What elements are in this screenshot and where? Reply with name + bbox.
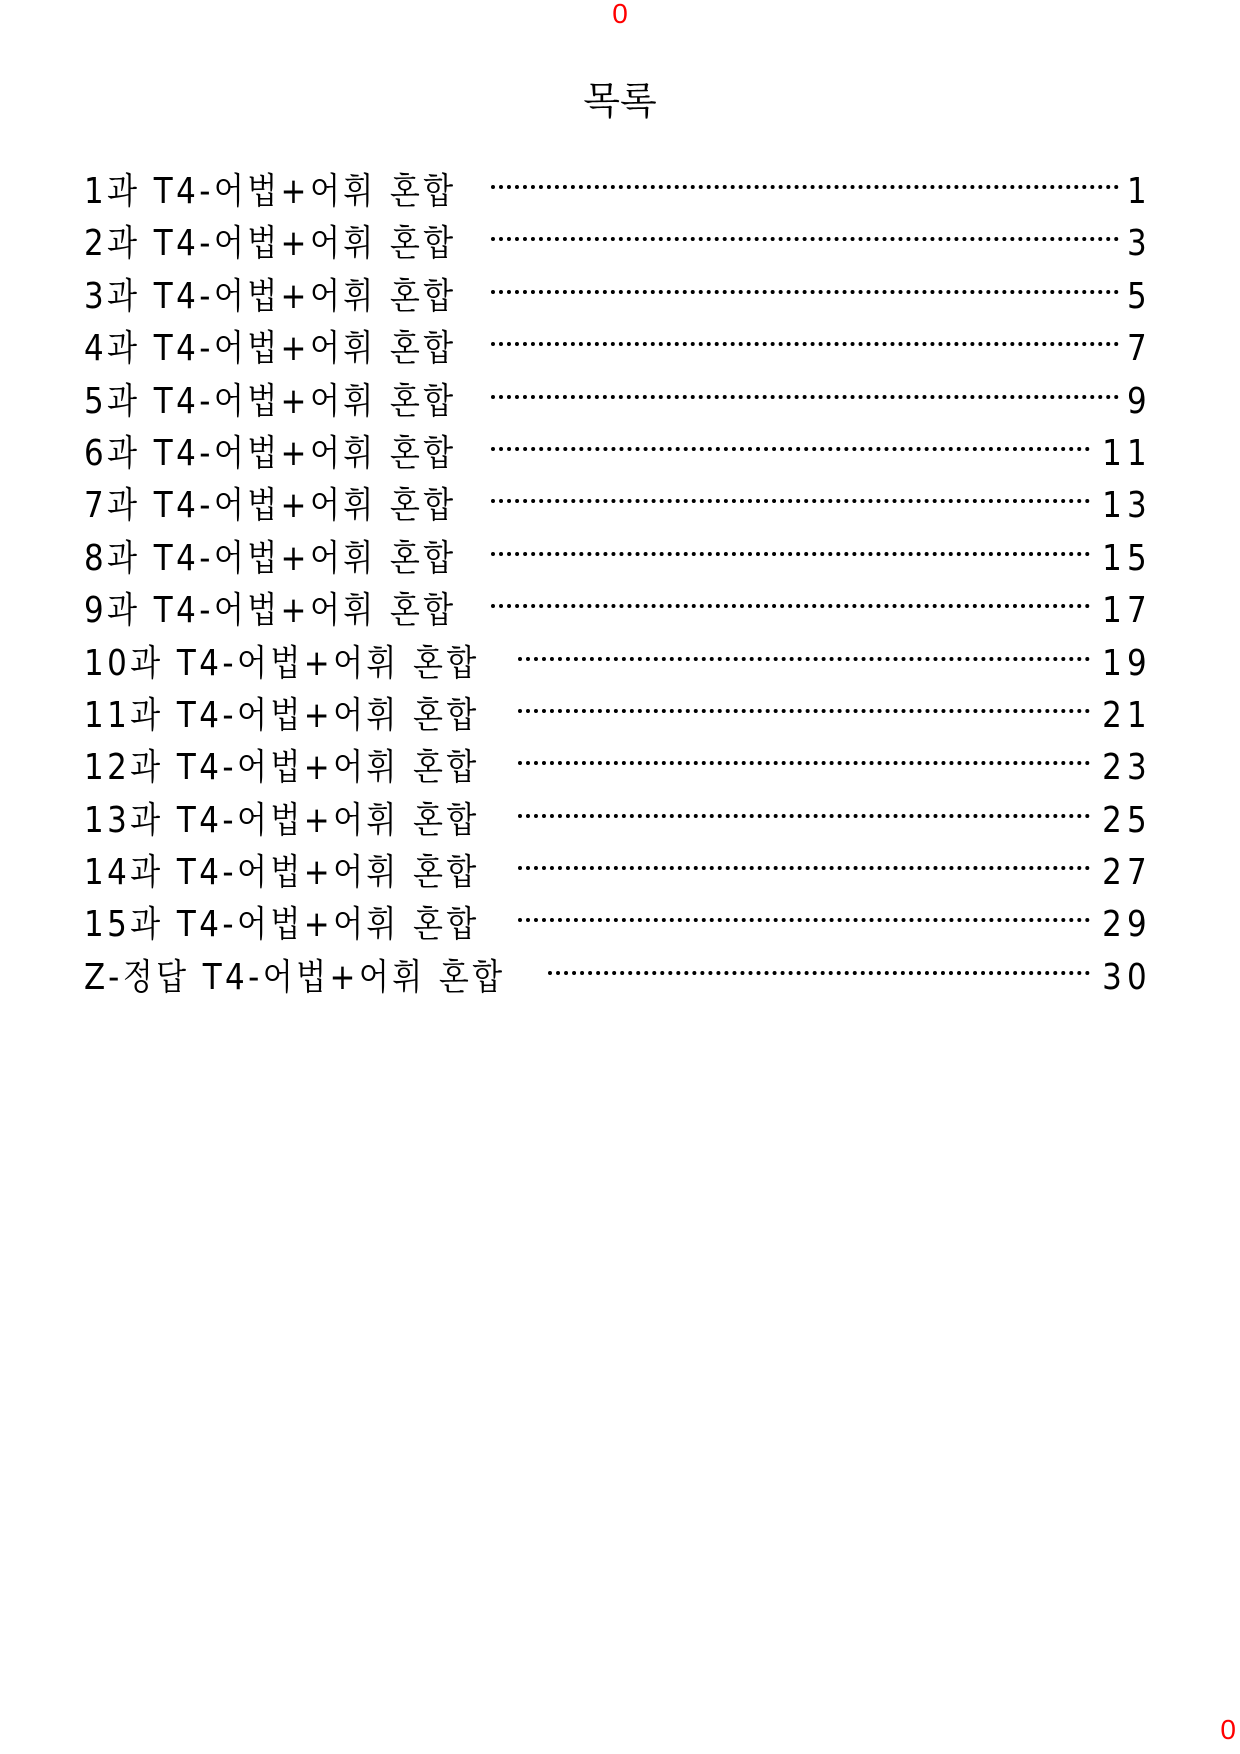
- toc-entry-label: Z-정답 T4-어법+어휘 혼합: [84, 956, 506, 998]
- toc-dot-leader: [491, 237, 1119, 241]
- toc-entry-page: 7: [1127, 328, 1152, 370]
- toc-entry-page: 27: [1102, 852, 1152, 894]
- toc-dot-leader: [491, 185, 1119, 189]
- toc-entry-page: 13: [1102, 485, 1152, 527]
- toc-entry[interactable]: [84, 742, 1152, 794]
- toc-dot-leader: [491, 342, 1119, 346]
- toc-entry[interactable]: [84, 585, 1152, 637]
- header-page-number: 0: [612, 0, 628, 29]
- toc-entry-label: 8과 T4-어법+어휘 혼합: [84, 537, 457, 579]
- toc-entry-page: 5: [1127, 275, 1152, 317]
- toc-entry-label: 4과 T4-어법+어휘 혼합: [84, 328, 457, 370]
- toc-entry-page: 30: [1102, 956, 1152, 998]
- toc-entry[interactable]: [84, 166, 1152, 218]
- toc-entry[interactable]: [84, 428, 1152, 480]
- toc-title: 목록: [583, 79, 657, 123]
- toc-entry-label: 7과 T4-어법+어휘 혼합: [84, 485, 457, 527]
- toc-entry-label: 12과 T4-어법+어휘 혼합: [84, 747, 480, 789]
- toc-entry[interactable]: [84, 218, 1152, 270]
- toc-dot-leader: [491, 604, 1090, 608]
- toc-entry-label: 6과 T4-어법+어휘 혼합: [84, 432, 457, 474]
- toc-entry[interactable]: [84, 533, 1152, 585]
- toc-entry-page: 1: [1127, 171, 1152, 212]
- toc-entry-page: 29: [1102, 904, 1152, 946]
- toc-dot-leader: [518, 761, 1090, 765]
- toc-entry-label: 15과 T4-어법+어휘 혼합: [84, 904, 480, 946]
- toc-entry-page: 11: [1102, 432, 1152, 474]
- toc-entry[interactable]: [84, 271, 1152, 323]
- toc-dot-leader: [491, 499, 1090, 503]
- toc-entry[interactable]: [84, 899, 1152, 951]
- toc-entry[interactable]: [84, 795, 1152, 847]
- toc-entry[interactable]: [84, 376, 1152, 428]
- toc-entry-page: 25: [1102, 799, 1152, 841]
- toc-entry-page: 9: [1127, 380, 1152, 422]
- toc-dot-leader: [518, 918, 1090, 922]
- table-of-contents: [84, 166, 1152, 1004]
- toc-entry[interactable]: [84, 952, 1152, 1004]
- toc-entry-page: 21: [1102, 694, 1152, 736]
- toc-dot-leader: [518, 814, 1090, 818]
- toc-dot-leader: [491, 552, 1090, 556]
- toc-entry-label: 9과 T4-어법+어휘 혼합: [84, 590, 457, 632]
- toc-entry-label: 1과 T4-어법+어휘 혼합: [84, 171, 457, 212]
- toc-entry-label: 5과 T4-어법+어휘 혼합: [84, 380, 457, 422]
- toc-entry-label: 10과 T4-어법+어휘 혼합: [84, 642, 480, 684]
- toc-entry-page: 15: [1102, 537, 1152, 579]
- toc-dot-leader: [491, 290, 1119, 294]
- toc-entry[interactable]: [84, 847, 1152, 899]
- toc-entry-page: 3: [1127, 223, 1152, 265]
- toc-dot-leader: [491, 395, 1119, 399]
- toc-entry-page: 23: [1102, 747, 1152, 789]
- toc-dot-leader: [518, 866, 1090, 870]
- toc-entry-label: 13과 T4-어법+어휘 혼합: [84, 799, 480, 841]
- toc-entry-label: 11과 T4-어법+어휘 혼합: [84, 694, 480, 736]
- toc-entry[interactable]: [84, 638, 1152, 690]
- toc-entry[interactable]: [84, 690, 1152, 742]
- toc-dot-leader: [491, 447, 1090, 451]
- toc-entry-page: 19: [1102, 642, 1152, 684]
- toc-entry-label: 2과 T4-어법+어휘 혼합: [84, 223, 457, 265]
- toc-entry-label: 3과 T4-어법+어휘 혼합: [84, 275, 457, 317]
- toc-dot-leader: [548, 971, 1090, 975]
- toc-dot-leader: [518, 657, 1090, 661]
- toc-dot-leader: [518, 709, 1090, 713]
- toc-entry[interactable]: [84, 323, 1152, 375]
- toc-entry-label: 14과 T4-어법+어휘 혼합: [84, 852, 480, 894]
- footer-page-number: 0: [1220, 1714, 1236, 1745]
- toc-entry[interactable]: [84, 480, 1152, 532]
- toc-entry-page: 17: [1102, 590, 1152, 632]
